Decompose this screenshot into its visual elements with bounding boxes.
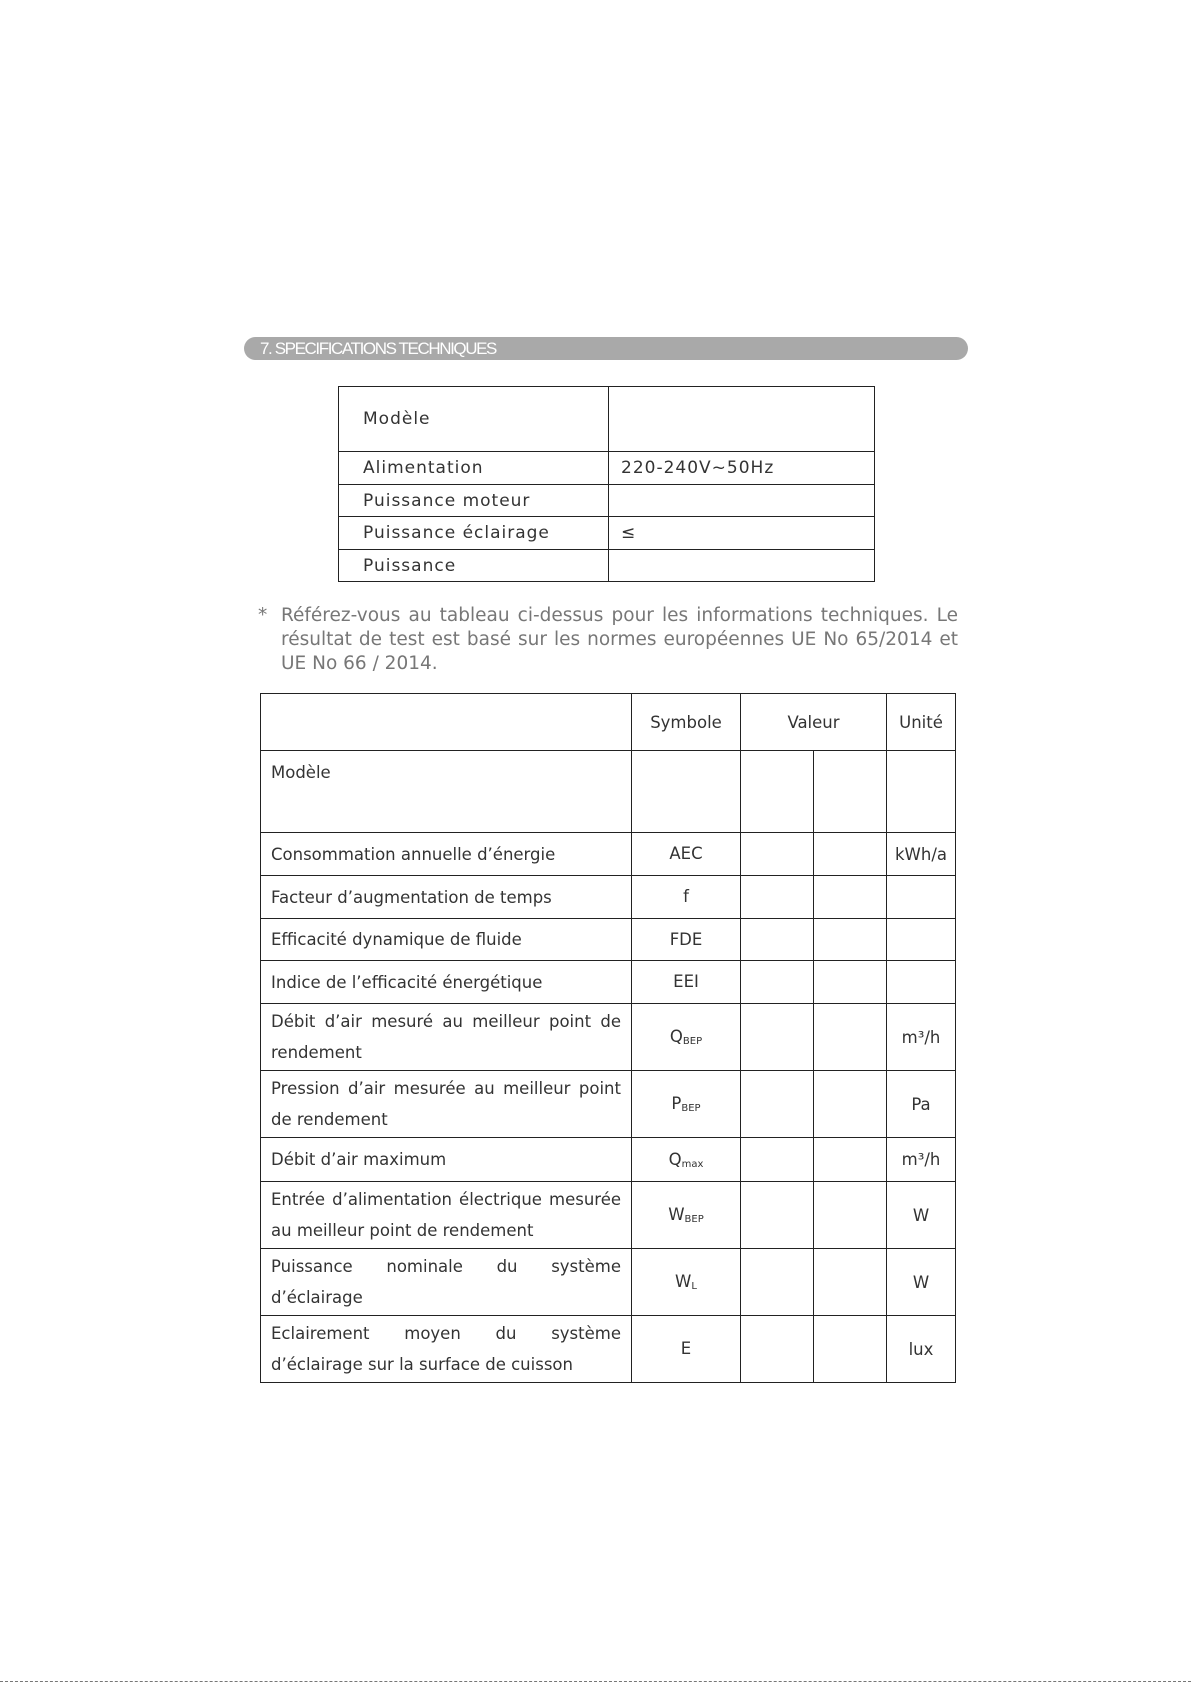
spec-value: 220-240V~50Hz: [609, 452, 875, 485]
header-unit: Unité: [887, 694, 956, 751]
table-row: [261, 1249, 956, 1316]
spec-value: [609, 485, 875, 517]
row-label: Puissance nominale du système d’éclairage: [261, 1249, 632, 1316]
row-label: Entrée d’alimentation électrique mesurée au meilleur point de rendement: [261, 1182, 632, 1249]
row-unit: [887, 919, 956, 961]
row-label: Eclairement moyen du système d’éclairage sur la surface de cuisson: [261, 1316, 632, 1383]
note-asterisk: *: [258, 605, 268, 626]
row-symbol: $Q_{BEP}$: [632, 1004, 741, 1071]
row-symbol: $W_{BEP}$: [632, 1182, 741, 1249]
table-row: [261, 876, 956, 919]
model-label: Modèle: [261, 751, 632, 833]
table-row: [261, 1316, 956, 1383]
row-label: Indice de l’efficacité énergétique: [261, 961, 632, 1004]
page-edge-line: [0, 1681, 1191, 1682]
row-label: Consommation annuelle d’énergie: [261, 833, 632, 876]
table-row: [261, 1004, 956, 1071]
note-text: Référez-vous au tableau ci-dessus pour les informations techniques. Le résultat de test est basé sur les normes européennes UE No 65/2014 et UE No 66 / 2014.: [281, 605, 958, 674]
table-row: [261, 1071, 956, 1138]
row-symbol: $P_{BEP}$: [632, 1071, 741, 1138]
model-row: [261, 751, 956, 833]
spec-value: ≤: [609, 517, 875, 550]
spec-label: Alimentation: [339, 452, 609, 485]
row-unit: lux: [887, 1316, 956, 1383]
row-symbol: AEC: [632, 833, 741, 876]
spec-label: Modèle: [339, 387, 609, 452]
technical-note: [258, 604, 958, 676]
row-label: Débit d’air mesuré au meilleur point de rendement: [261, 1004, 632, 1071]
spec-table: [338, 386, 875, 582]
row-unit: W: [887, 1249, 956, 1316]
row-unit: m³/h: [887, 1004, 956, 1071]
row-symbol: EEI: [632, 961, 741, 1004]
row-symbol: f: [632, 876, 741, 919]
spec-label: Puissance moteur: [339, 485, 609, 517]
row-unit: [887, 961, 956, 1004]
spec-label: Puissance: [339, 550, 609, 582]
spec-value: [609, 387, 875, 452]
row-unit: W: [887, 1182, 956, 1249]
header-symbol: Symbole: [632, 694, 741, 751]
table-row: [261, 919, 956, 961]
table-row: [261, 833, 956, 876]
row-symbol: $W_L$: [632, 1249, 741, 1316]
row-symbol: E: [632, 1316, 741, 1383]
spec-value: [609, 550, 875, 582]
header-row: [261, 694, 956, 751]
row-unit: Pa: [887, 1071, 956, 1138]
row-label: Facteur d’augmentation de temps: [261, 876, 632, 919]
row-unit: m³/h: [887, 1138, 956, 1182]
row-symbol: $Q_{max}$: [632, 1138, 741, 1182]
spec-label: Puissance éclairage: [339, 517, 609, 550]
section-title: 7. SPECIFICATIONS TECHNIQUES: [260, 339, 496, 358]
header-value: Valeur: [741, 694, 887, 751]
row-symbol: FDE: [632, 919, 741, 961]
erp-table: [260, 693, 956, 1383]
header-blank: [261, 694, 632, 751]
row-label: Débit d’air maximum: [261, 1138, 632, 1182]
table-row: [261, 961, 956, 1004]
table-row: [261, 1182, 956, 1249]
row-label: Efficacité dynamique de fluide: [261, 919, 632, 961]
section-banner: [244, 337, 968, 360]
row-unit: kWh/a: [887, 833, 956, 876]
row-label: Pression d’air mesurée au meilleur point de rendement: [261, 1071, 632, 1138]
table-row: [261, 1138, 956, 1182]
row-unit: [887, 876, 956, 919]
